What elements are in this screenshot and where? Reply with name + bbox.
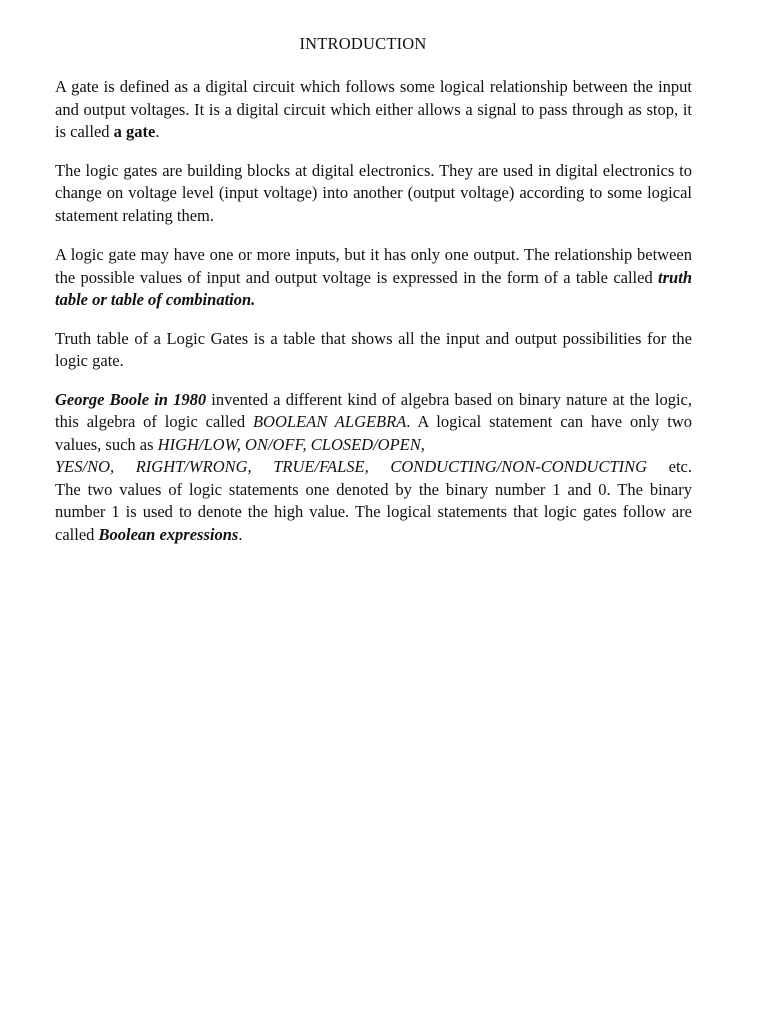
paragraph-text: . A logical statement can have only two values, such as <box>55 412 692 454</box>
document-body <box>55 76 692 562</box>
paragraph-gate-definition <box>55 76 692 144</box>
term-boolean-expressions: Boolean expressions <box>98 524 239 544</box>
paragraph-boolean-algebra <box>55 389 692 547</box>
paragraph-text: The two values of logic statements one denoted by the binary number 1 and 0. The binary number 1 is used to denote the high value. The logical statements that logic gates follow are called <box>55 479 692 544</box>
term-truth-table: truth table or table of combination. <box>55 267 692 309</box>
paragraph-text: The logic gates are building blocks at digital electronics. They are used in digital electronics to change on voltage level (input voltage) into another (output voltage) according to some logical statement relating them. <box>55 160 692 225</box>
term-values-list-1: HIGH/LOW, ON/OFF, CLOSED/OPEN, <box>157 434 425 454</box>
paragraph-text: Truth table of a Logic Gates is a table that shows all the input and output possibilities for the logic gate. <box>55 328 692 370</box>
values-line <box>55 456 692 479</box>
paragraph-logic-gates <box>55 160 692 228</box>
paragraph-truth-table-definition <box>55 328 692 373</box>
term-boolean-algebra: BOOLEAN ALGEBRA <box>252 412 407 431</box>
paragraph-text: . <box>155 122 160 141</box>
page-title: INTRODUCTION <box>299 34 427 53</box>
term-a-gate: a gate <box>113 122 156 141</box>
paragraph-text: A logic gate may have one or more inputs, but it has only one output. The relationship between the possible values of input and output voltage is expressed in the form of a table called <box>55 245 692 287</box>
paragraph-text: invented a different kind of algebra based on binary nature at the logic, this algebra of logic called <box>55 389 692 431</box>
paragraph-truth-table-intro <box>55 244 692 312</box>
paragraph-text: A gate is defined as a digital circuit which follows some logical relationship between the input and output voltages. It is a digital circuit which either allows a signal to pass through as stop, it is called <box>55 77 692 141</box>
term-values-list-2: YES/NO, RIGHT/WRONG, TRUE/FALSE, CONDUCTING/NON-CONDUCTING <box>55 457 648 476</box>
paragraph-text: . <box>238 524 243 544</box>
paragraph-text: etc. <box>647 457 692 476</box>
term-george-boole: George Boole in 1980 <box>55 389 207 409</box>
